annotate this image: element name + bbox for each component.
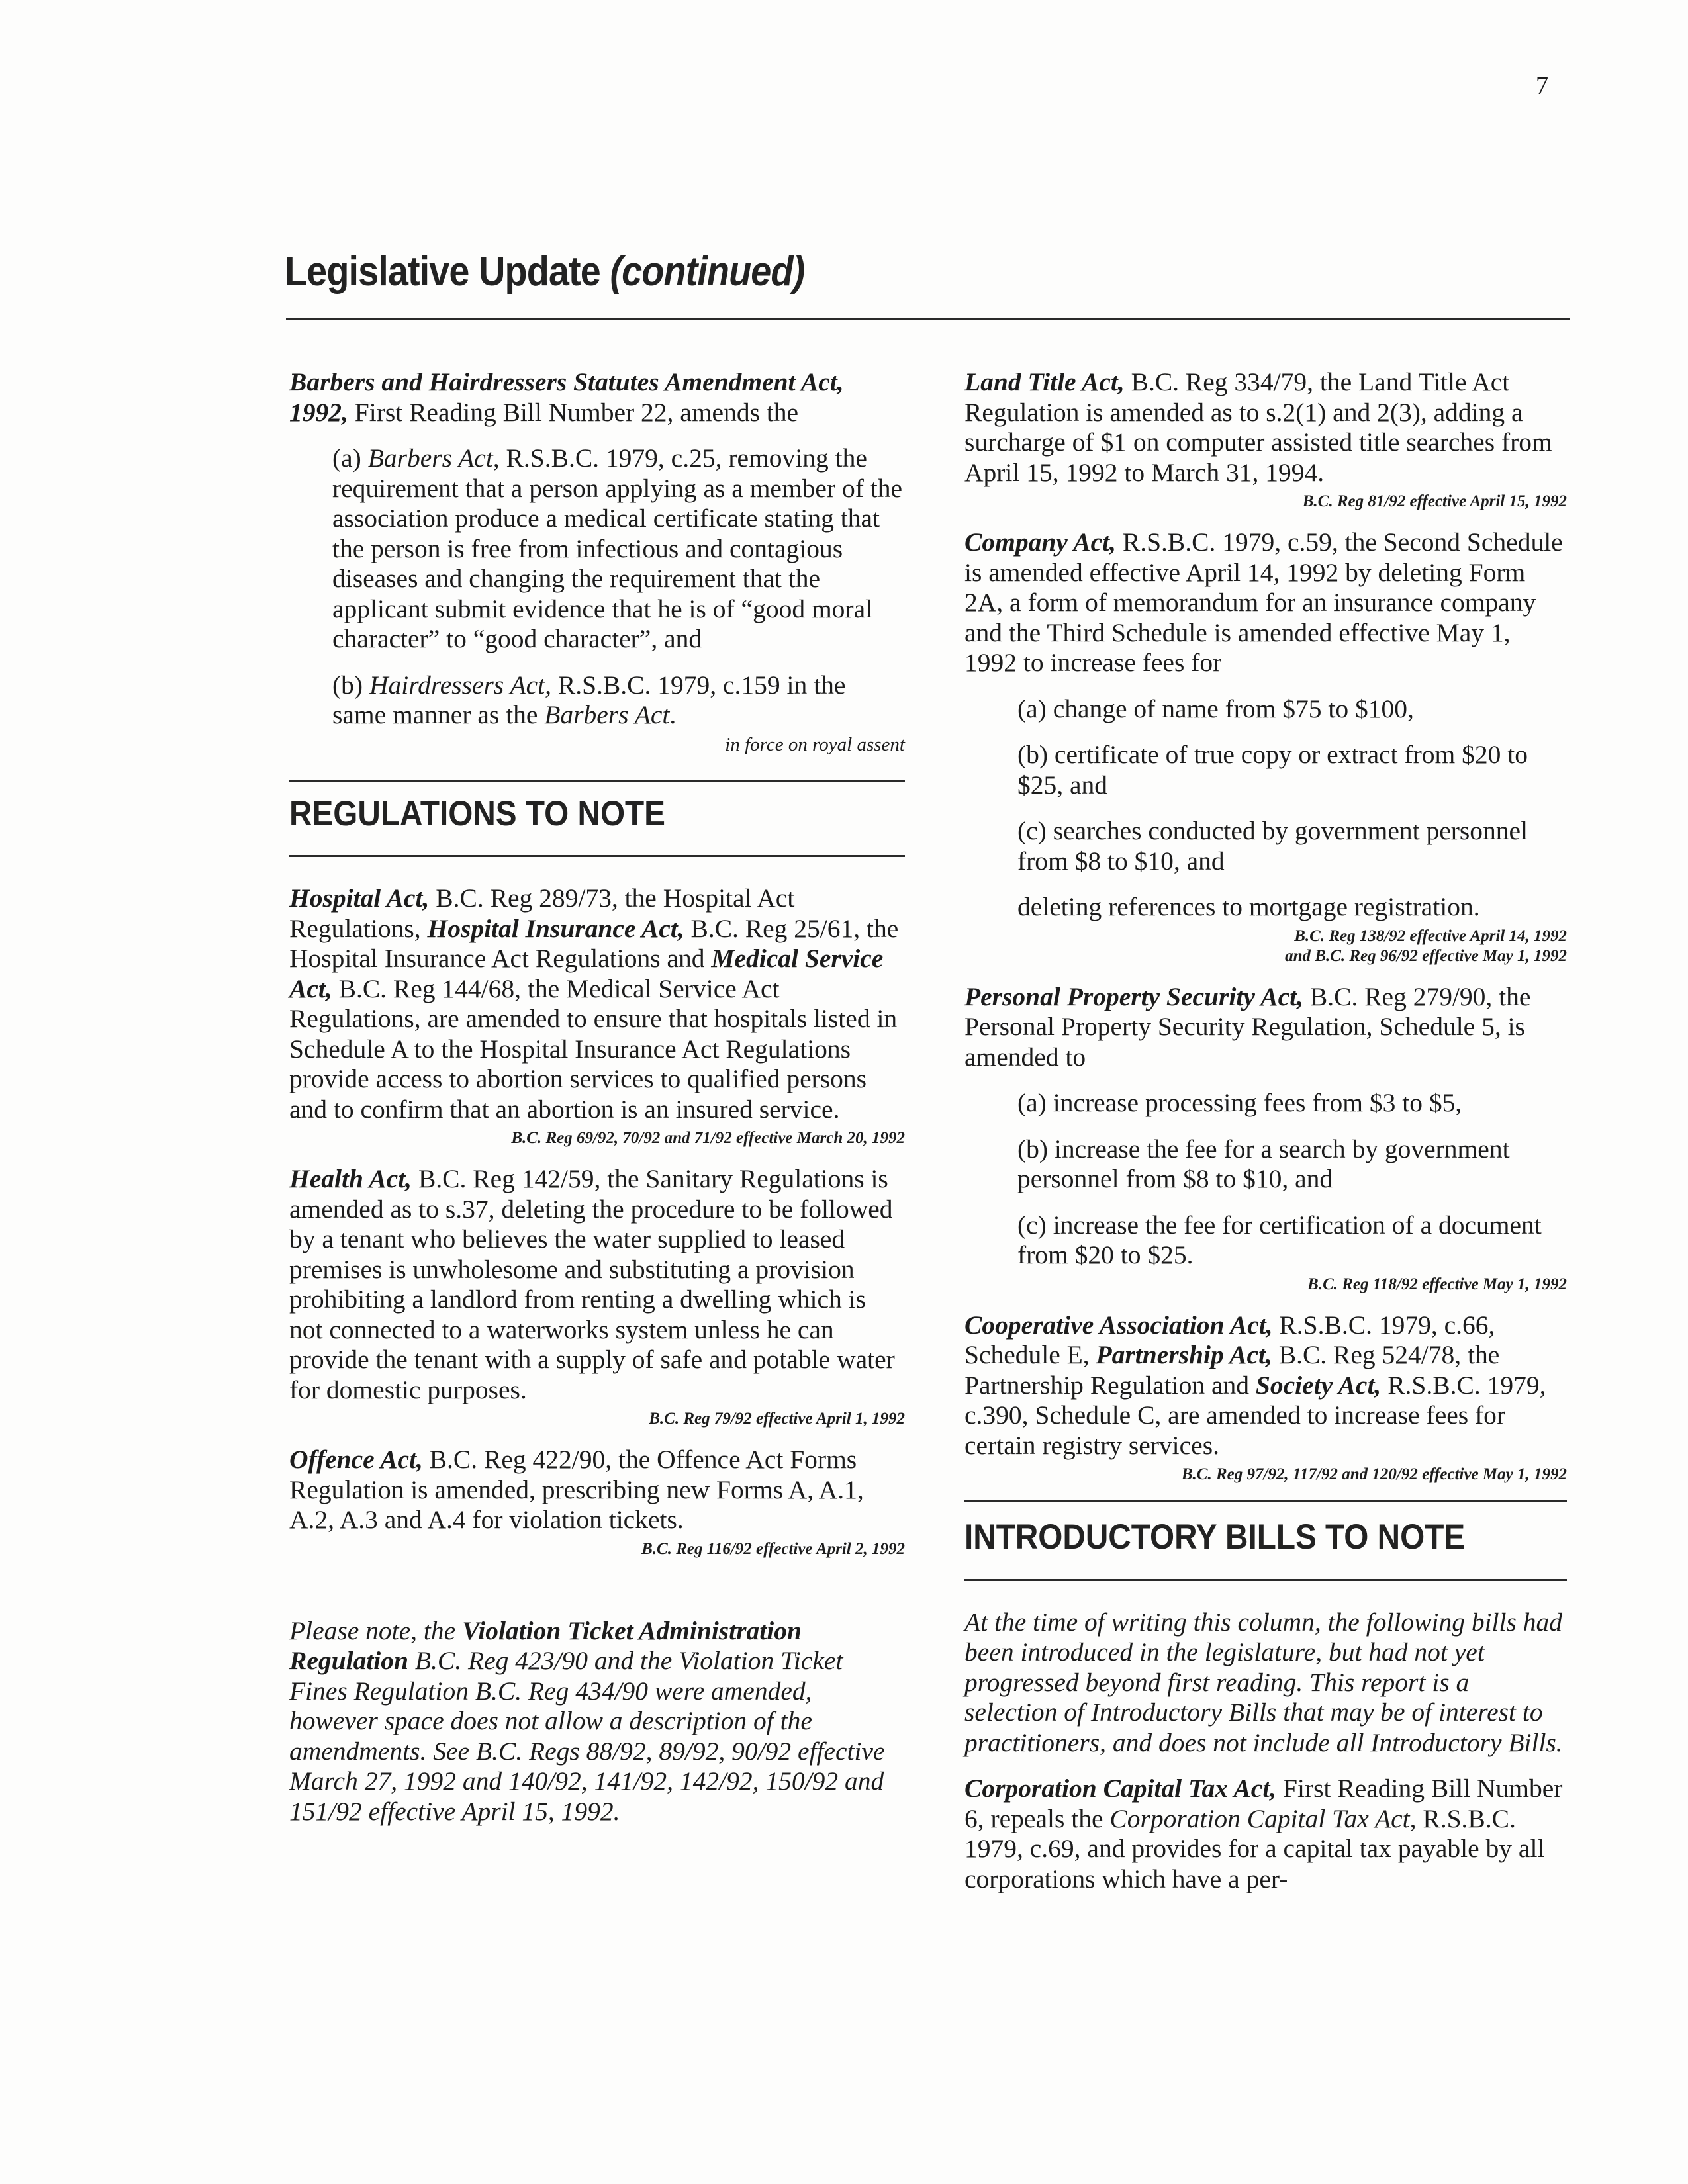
section-rule: [289, 855, 905, 857]
act-name: Partnership Act,: [1096, 1340, 1272, 1369]
left-column: [289, 367, 905, 1843]
offence-entry: [289, 1445, 905, 1535]
company-item-c: (c) searches conducted by government personnel from $8 to $10, and: [1017, 816, 1528, 876]
citation: B.C. Reg 79/92 effective April 1, 1992: [649, 1410, 905, 1428]
act-name: Barbers Act,: [367, 443, 500, 473]
entry-text: B.C. Reg 142/59, the Sanitary Regulations is amended as to s.37, deleting the procedure to be followed by a tenant who believes the water supplied to leased premises is unwholesome and substituting a provision prohibiting a landlord from renting a dwelling which is not connected to a waterworks system unless he can provide the tenant with a supply of safe and potable water for domestic purposes.: [289, 1164, 895, 1404]
company-item-d: deleting references to mortgage registration.: [1017, 892, 1480, 921]
entry-text: First Reading Bill Number 6, repeals the: [964, 1774, 1563, 1833]
header-title: Legislative Update: [285, 249, 600, 295]
act-name: Offence Act,: [289, 1445, 423, 1474]
act-name: Corporation Capital Tax Act,: [1109, 1803, 1417, 1833]
entry-text: B.C. Reg 422/90, the Offence Act Forms Regulation is amended, prescribing new Forms A, A.1, A.2, A.3 and A.4 for violation tickets.: [289, 1445, 864, 1534]
entry-text: B.C. Reg 279/90, the Personal Property Security Regulation, Schedule 5, is amended to: [964, 981, 1531, 1071]
company-entry: [964, 527, 1567, 678]
act-name: Cooperative Association Act,: [964, 1310, 1273, 1340]
pps-item-c: (c) increase the fee for certification of a document from $20 to $25.: [1017, 1210, 1542, 1269]
page-number: 7: [1536, 72, 1548, 100]
act-name: Company Act,: [964, 527, 1116, 557]
regulations-heading: REGULATIONS TO NOTE: [289, 794, 665, 833]
section-rule: [964, 1500, 1567, 1502]
entry-text: B.C. Reg 334/79, the Land Title Act Regulation is amended as to s.2(1) and 2(3), adding a surcharge of $1 on computer assisted title searches from April 15, 1992 to March 31, 1994.: [964, 367, 1552, 487]
act-name: Barbers and Hairdressers Statutes Amendment Act, 1992,: [289, 367, 844, 427]
entry-text: First Reading Bill Number 22, amends the: [348, 397, 799, 427]
pps-item-b: (b) increase the fee for a search by government personnel from $8 to $10, and: [1017, 1134, 1510, 1193]
section-rule: [964, 1579, 1567, 1581]
regulation-name: Violation Ticket Administration Regulation: [289, 1615, 802, 1675]
act-name: Barbers Act: [544, 700, 670, 729]
intro-paragraph: At the time of writing this column, the following bills had been introduced in the legislature, but had not yet progressed beyond first reading. This report is a selection of Introductory Bills that may be of interest to practitioners, and does not include all Introductory Bills.: [964, 1607, 1563, 1757]
entry-text: B.C. Reg 289/73, the Hospital Act Regulations,: [289, 884, 795, 943]
header-continued: (continued): [610, 249, 805, 295]
land-title-entry: [964, 367, 1567, 488]
pps-item-a: (a) increase processing fees from $3 to $5,: [1017, 1088, 1462, 1117]
hospital-entry: [289, 884, 905, 1124]
citation: B.C. Reg 69/92, 70/92 and 71/92 effective March 20, 1992: [511, 1129, 905, 1147]
entry-text: R.S.B.C. 1979, c.59, the Second Schedule is amended effective April 14, 1992 by deleting Form 2A, a form of memorandum for an insurance company and the Third Schedule is amended effective May 1, 1992 to increase fees for: [964, 527, 1563, 677]
pps-entry: [964, 982, 1567, 1073]
act-name: Health Act,: [289, 1164, 412, 1193]
act-name: Medical Service Act,: [289, 944, 884, 1003]
entry-text: R.S.B.C. 1979, c.66, Schedule E,: [964, 1310, 1495, 1369]
citation: B.C. Reg 116/92 effective April 2, 1992: [641, 1539, 905, 1558]
entry-text: R.S.B.C. 1979, c.69, and provides for a capital tax payable by all corporations which have a per-: [964, 1803, 1545, 1893]
health-entry: [289, 1164, 905, 1405]
item-label: (b): [332, 670, 369, 700]
header-rule: [286, 318, 1570, 320]
entry-text: B.C. Reg 25/61, the Hospital Insurance Act Regulations and: [289, 913, 899, 973]
act-name: Hospital Insurance Act,: [427, 913, 684, 943]
entry-text: R.S.B.C. 1979, c.25, removing the requirement that a person applying as a member of the association produce a medical certificate stating that the person is free from infectious and contagious diseases and changing the requirement that the applicant submit evidence that he is of “good moral character” to “good character”, and: [332, 443, 903, 653]
barbers-entry: [289, 367, 905, 428]
citation: and B.C. Reg 96/92 effective May 1, 1992: [1285, 946, 1567, 965]
entry-text: Please note, the: [289, 1615, 463, 1645]
page-header: [285, 248, 804, 295]
entry-text: B.C. Reg 144/68, the Medical Service Act Regulations, are amended to ensure that hospitals listed in Schedule A to the Hospital Insurance Act Regulations provide access to abortion services to qualified persons and to confirm that an abortion is an insured service.: [289, 974, 898, 1124]
corporation-entry: [964, 1774, 1567, 1894]
act-name: Personal Property Security Act,: [964, 981, 1303, 1011]
act-name: Land Title Act,: [964, 367, 1125, 396]
citation: B.C. Reg 138/92 effective April 14, 1992: [1294, 927, 1567, 945]
citation: B.C. Reg 81/92 effective April 15, 1992: [1302, 492, 1567, 510]
act-name: Corporation Capital Tax Act,: [964, 1774, 1277, 1803]
coop-entry: [964, 1310, 1567, 1461]
barbers-item-b: [332, 670, 905, 731]
entry-text: .: [669, 700, 677, 729]
entry-text: B.C. Reg 423/90 and the Violation Ticket Fines Regulation B.C. Reg 434/90 were amended, however space does not allow a description of the amendments. See B.C. Regs 88/92, 89/92, 90/92 effective March 27, 1992 and 140/92, 141/92, 142/92, 150/92 and 151/92 effective April 15, 1992.: [289, 1646, 885, 1826]
entry-text: B.C. Reg 524/78, the Partnership Regulation and: [964, 1340, 1500, 1400]
right-column: [964, 367, 1567, 1910]
entry-text: R.S.B.C. 1979, c.390, Schedule C, are amended to increase fees for certain registry services.: [964, 1370, 1546, 1460]
company-item-b: (b) certificate of true copy or extract from $20 to $25, and: [1017, 740, 1528, 799]
citation: B.C. Reg 118/92 effective May 1, 1992: [1307, 1275, 1567, 1293]
citation: in force on royal assent: [725, 733, 905, 755]
item-label: (a): [332, 443, 368, 473]
company-item-a: (a) change of name from $75 to $100,: [1017, 694, 1414, 723]
act-name: Hairdressers Act,: [369, 670, 551, 700]
section-rule: [289, 780, 905, 782]
act-name: Hospital Act,: [289, 884, 430, 913]
act-name: Society Act,: [1255, 1370, 1382, 1400]
barbers-item-a: [332, 443, 905, 655]
note-paragraph: [289, 1616, 905, 1827]
citation: B.C. Reg 97/92, 117/92 and 120/92 effective May 1, 1992: [1181, 1465, 1567, 1483]
entry-text: R.S.B.C. 1979, c.159 in the same manner as the: [332, 670, 846, 729]
introductory-heading: INTRODUCTORY BILLS TO NOTE: [964, 1518, 1466, 1557]
